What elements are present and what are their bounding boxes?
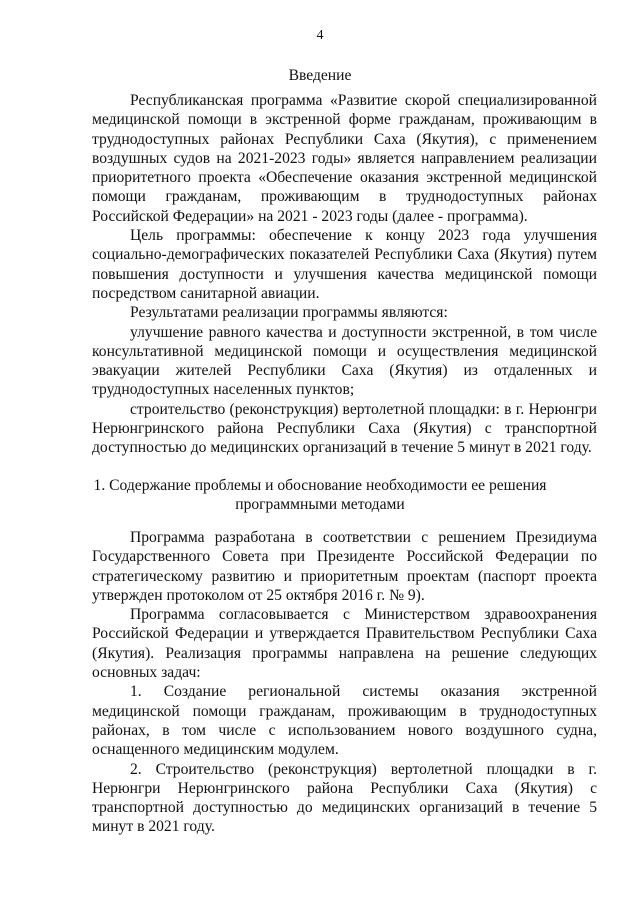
page-number: 4: [316, 28, 324, 43]
intro-paragraph: строительство (реконструкция) вертолетной площадки: в г. Нерюнгри Нерюнгринского района Республики Саха (Якутия) с транспортной доступностью до медицинских организаций в течение 5 минут в 2021 году.: [92, 400, 597, 457]
section-paragraph: 1. Создание региональной системы оказания экстренной медицинской помощи гражданам, проживающим в труднодоступных районах, в том числе с использованием нового воздушного судна, оснащенного медицинским модулем.: [92, 683, 597, 759]
intro-paragraph: Цель программы: обеспечение к концу 2023 года улучшения социально-демографических показателей Республики Саха (Якутия) путем повышения доступности и улучшения качества медицинской помощи посредством санитарной авиации.: [92, 227, 597, 302]
section-paragraph: Программа разработана в соответствии с решением Президиума Государственного Совета при Президенте Российской Федерации по стратегическому развитию и приоритетным проектам (паспорт проекта утвержден протоколом от 25 октября 2016 г. № 9).: [92, 529, 597, 604]
intro-body: [92, 91, 597, 458]
section-heading-line2: программными методами: [235, 496, 405, 513]
section-heading-line1: 1. Содержание проблемы и обоснование необходимости ее решения: [93, 477, 547, 494]
intro-paragraph: Результатами реализации программы являются:: [130, 304, 448, 322]
intro-paragraph: Республиканская программа «Развитие скорой специализированной медицинской помощи в экстренной форме гражданам, проживающим в труднодоступных районах Республики Саха (Якутия), с применением воздушных судов на 2021-2023 годы» является направлением реализации приоритетного проекта «Обеспечение оказания экстренной медицинской помощи гражданам, проживающим в труднодоступных районах Российской Федерации» на 2021 - 2023 годы (далее - программа).: [92, 92, 597, 225]
section-paragraph: 2. Строительство (реконструкция) вертолетной площадки в г. Нерюнгри Нерюнгринского района Республики Саха (Якутия) с транспортной доступностью до медицинских организаций в течение 5 минут в 2021 году.: [92, 760, 597, 836]
section-paragraph: Программа согласовывается с Министерством здравоохранения Российской Федерации и утверждается Правительством Республики Саха (Якутия). Реализация программы направлена на решение следующих основных задач:: [92, 606, 597, 682]
intro-paragraph: улучшение равного качества и доступности экстренной, в том числе консультативной медицинской помощи и осуществления медицинской эвакуации жителей Республики Саха (Якутия) из отдаленных и труднодоступных населенных пунктов;: [92, 323, 597, 399]
intro-heading: Введение: [288, 67, 352, 84]
section-body: [92, 528, 597, 837]
